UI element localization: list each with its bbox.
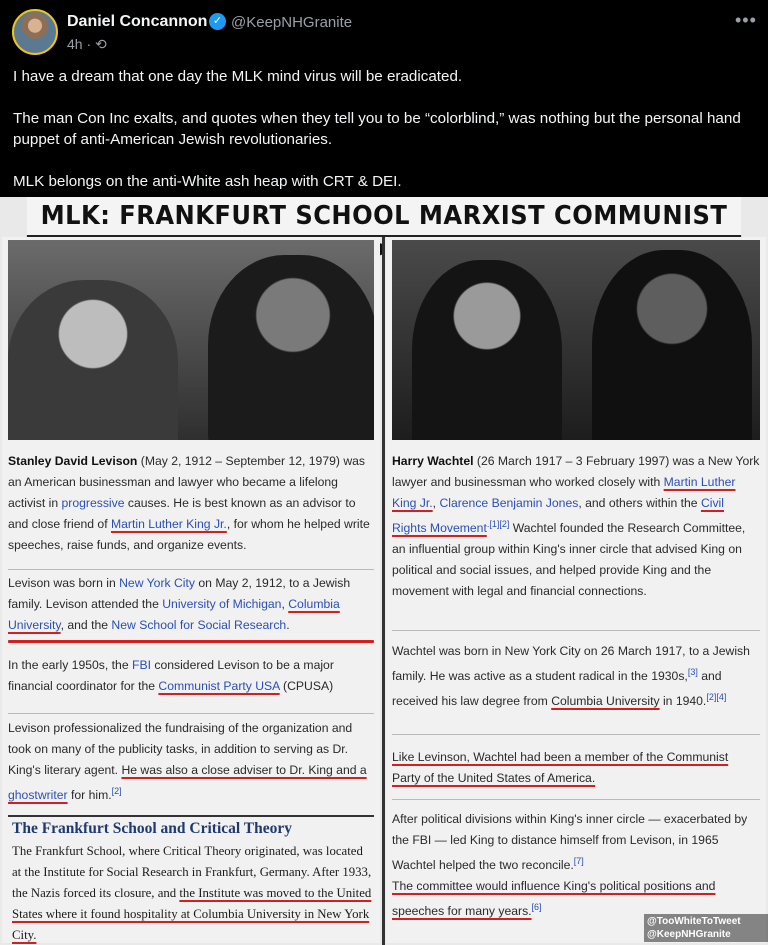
meme-title: MLK: FRANKFURT SCHOOL MARXIST COMMUNIST: [27, 197, 741, 237]
link-clarence-jones[interactable]: Clarence Benjamin Jones: [439, 496, 579, 510]
citation[interactable]: .[1][2]: [486, 519, 510, 529]
wachtel-birth: Wachtel was born in New York City on 26 March 1917, to a Jewish family. He was active as a student radical in the 1930s,[3] and received his law degree from Columbia University in 1940.[2][4]: [392, 644, 750, 709]
divider: [392, 799, 760, 800]
citation[interactable]: [2]: [111, 786, 122, 796]
watermark-line: @KeepNHGranite: [647, 929, 731, 940]
frankfurt-heading: The Frankfurt School and Critical Theory: [12, 820, 293, 837]
more-options-icon[interactable]: •••: [735, 10, 757, 30]
citation[interactable]: [6]: [531, 902, 542, 913]
wachtel-intro: Harry Wachtel (26 March 1917 – 3 February 1997) was a New York lawyer and businessman who worked closely with Martin Luther King Jr., Clarence Benjamin Jones, and others within the Civil Rights Movement$^{.[1][2]}$ Wachtel founded the Research Committee, an influential group within King's inner circle that advised King on political and social issues, and helped provide King and the movement with legal and financial connections.: [392, 454, 760, 599]
nyc-text: New York City: [504, 644, 581, 658]
separator: ·: [86, 36, 96, 52]
display-name[interactable]: Daniel Concannon: [67, 13, 208, 30]
link-mlk[interactable]: Martin Luther King Jr.: [110, 517, 227, 531]
link-ghostwriter[interactable]: ghostwriter: [8, 788, 68, 803]
repost-icon[interactable]: ⟲: [95, 36, 107, 52]
link-columbia[interactable]: Columbia University: [8, 597, 340, 632]
person-name: Harry Wachtel: [392, 454, 474, 468]
levison-intro: Stanley David Levison (May 2, 1912 – September 12, 1979) was an American businessman and lawyer who became a lifelong activist in progressive causes. He is best known as an advisor to and close friend of Martin Luther King Jr., for whom he helped write speeches, raise funds, and organize events.: [8, 454, 370, 552]
frankfurt-body: The Frankfurt School, where Critical Theory originated, was located at the Institute for Social Research in Frankfurt, Germany. After 1933, the Nazis forced its closure, and the Institute was moved to the United States where it found hospitality at Columbia University in New York City.: [12, 844, 372, 942]
right-column: [386, 237, 766, 943]
handle[interactable]: @KeepNHGranite: [231, 14, 353, 31]
photo-wachtel-king: [392, 240, 760, 440]
post-body: [13, 66, 758, 213]
column-divider: [382, 237, 385, 945]
wachtel-communist: Like Levinson, Wachtel had been a member of the Communist Party of the United States of America.: [392, 750, 729, 785]
photo-levison-king: [8, 240, 374, 440]
levison-fbi: In the early 1950s, the FBI considered Levison to be a major financial coordinator for the Communist Party USA (CPUSA): [8, 658, 334, 693]
watermark: [644, 914, 768, 942]
citation[interactable]: [7]: [573, 856, 584, 866]
link-nyc[interactable]: New York City: [119, 576, 195, 590]
citation[interactable]: [2][4]: [706, 692, 727, 703]
columbia-text: Columbia University: [551, 694, 660, 709]
post-meta: [67, 36, 107, 53]
link-fbi[interactable]: FBI: [132, 658, 151, 672]
divider: [8, 815, 374, 817]
divider: [392, 734, 760, 735]
post-paragraph: The man Con Inc exalts, and quotes when they tell you to be “colorblind,” was nothing but the personal hand puppet of anti-American Jewish revolutionaries.: [13, 110, 741, 148]
verified-check-icon: ✓: [209, 13, 226, 30]
watermark-line: @TooWhiteToTweet: [647, 916, 741, 927]
link-umich[interactable]: University of Michigan: [162, 597, 282, 611]
avatar[interactable]: [12, 9, 58, 55]
citation[interactable]: [3]: [687, 667, 698, 677]
link-new-school[interactable]: New School for Social Research: [111, 618, 287, 632]
link-civil-rights[interactable]: Civil Rights Movement: [392, 496, 724, 536]
divider: [392, 630, 760, 631]
divider: [8, 713, 374, 714]
left-column: [2, 237, 380, 943]
post-paragraph: I have a dream that one day the MLK mind virus will be eradicated.: [13, 68, 463, 85]
wachtel-reconcile: After political divisions within King's inner circle — exacerbated by the FBI — led King to distance himself from Levison, in 1965 Wachtel helped the two reconcile.[7] The committee would influence King's political positions and speeches for many years.[6]: [392, 812, 748, 919]
person-name: Stanley David Levison: [8, 454, 138, 468]
levison-birth: Levison was born in New York City on May 2, 1912, to a Jewish family. Levison attended the University of Michigan, Columbia University, and the New School for Social Research.: [8, 576, 351, 632]
link-mlk[interactable]: Martin Luther King Jr.: [392, 475, 736, 510]
red-rule: [8, 640, 374, 643]
link-cpusa[interactable]: Communist Party USA: [158, 679, 280, 693]
post-header: [0, 0, 768, 62]
link-progressive[interactable]: progressive: [61, 496, 125, 510]
divider: [8, 569, 374, 570]
post-paragraph: MLK belongs on the anti-White ash heap with CRT & DEI.: [13, 173, 402, 190]
levison-agent: Levison professionalized the fundraising of the organization and took on many of the publicity tasks, in addition to serving as Dr. King's literary agent. He was also a close adviser to Dr. King and a ghostwriter for him.[2]: [8, 721, 367, 803]
timestamp[interactable]: 4h: [67, 36, 83, 52]
